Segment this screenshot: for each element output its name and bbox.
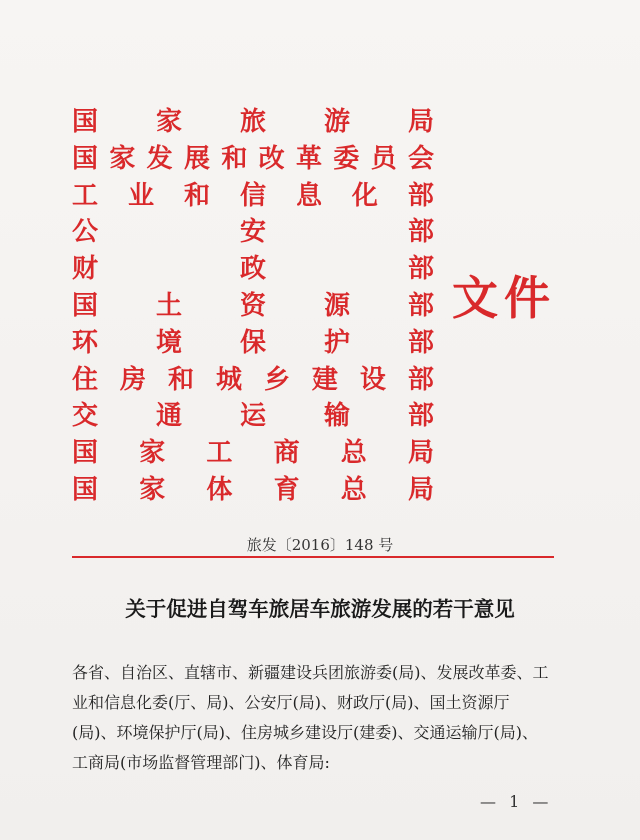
issuer-row-public-security [72,214,434,251]
body-line: 业和信息化委(厅、局)、公安厅(局)、财政厅(局)、国土资源厅 [72,693,510,712]
red-divider [72,556,554,558]
issuer-char: 运 [239,401,266,432]
issuer-char: 部 [407,290,434,321]
issuer-char: 保 [239,327,266,358]
body-line: 工商局(市场监督管理部门)、体育局: [72,753,330,772]
issuer-char: 建 [311,364,338,395]
issuer-char: 局 [407,107,434,137]
issuer-char: 国 [72,143,99,174]
issuer-char: 家 [139,438,166,469]
issuer-char: 局 [407,474,434,505]
issuer-row-land-resources [72,288,434,325]
issuer-char: 房 [119,364,146,395]
issuer-char: 环 [72,327,99,358]
issuer-char: 部 [407,327,434,358]
issuer-char: 住 [72,364,99,395]
issuer-char: 财 [72,254,99,285]
issuer-row-miit [72,178,434,215]
issuer-char: 家 [139,474,166,505]
body-line: 各省、自治区、直辖市、新疆建设兵团旅游委(局)、发展改革委、工 [72,663,549,682]
issuer-row-ndrc [72,141,434,178]
issuer-char: 土 [155,290,182,321]
issuer-char: 和 [167,364,194,395]
issuer-char: 部 [407,364,434,395]
issuer-char: 旅 [239,107,266,137]
issuer-char: 境 [155,327,182,358]
issuer-row-transport [72,398,434,435]
issuer-char: 公 [72,217,99,248]
issuer-char: 工 [72,180,99,211]
document-label: 文件 [452,271,556,325]
issuer-char: 和 [183,180,210,211]
issuer-char: 改 [258,143,285,174]
page-number: — 1 — [480,792,553,811]
issuer-char: 体 [206,474,233,505]
issuer-char: 革 [295,143,322,174]
issuer-char: 部 [407,401,434,432]
issuer-char: 交 [72,401,99,432]
issuer-char: 设 [359,364,386,395]
document-title: 关于促进自驾车旅居车旅游发展的若干意见 [125,597,515,621]
issuer-list [72,104,434,509]
issuer-char: 部 [407,254,434,285]
issuer-char: 发 [146,143,173,174]
issuer-row-environment [72,325,434,362]
issuer-char: 信 [239,180,266,211]
addressee-paragraph [72,658,572,778]
issuer-char: 化 [351,180,378,211]
issuer-char: 家 [109,143,136,174]
issuer-char: 家 [155,107,182,137]
issuer-char: 城 [215,364,242,395]
issuer-char: 会 [407,143,434,174]
issuer-char: 息 [295,180,322,211]
issuer-char: 输 [323,401,350,432]
issuer-char: 国 [72,438,99,469]
issuer-char: 部 [407,217,434,248]
issuer-char: 部 [407,180,434,211]
issuer-row-sport [72,472,434,509]
issuer-char: 总 [340,474,367,505]
issuer-row-tourism [72,104,434,141]
issuer-char: 乡 [263,364,290,395]
issuer-char: 资 [239,290,266,321]
issuer-char: 安 [239,217,266,248]
issuer-char: 展 [183,143,210,174]
issuer-char: 育 [273,474,300,505]
issuer-char: 业 [127,180,154,211]
issuer-row-housing [72,362,434,399]
issuer-char: 护 [323,327,350,358]
document-number: 旅发〔2016〕148 号 [246,536,394,554]
issuer-char: 委 [333,143,360,174]
issuer-char: 和 [221,143,248,174]
issuer-row-industry-commerce [72,435,434,472]
issuer-char: 政 [239,254,266,285]
body-line: (局)、环境保护厅(局)、住房城乡建设厅(建委)、交通运输厅(局)、 [72,723,538,742]
issuer-char: 通 [155,401,182,432]
issuer-char: 国 [72,290,99,321]
issuer-char: 工 [206,438,233,469]
issuer-char: 总 [340,438,367,469]
issuer-char: 国 [72,107,99,137]
issuer-char: 局 [407,438,434,469]
issuer-char: 源 [323,290,350,321]
issuer-row-finance [72,251,434,288]
issuer-char: 员 [370,143,397,174]
issuer-char: 游 [323,107,350,137]
issuer-char: 国 [72,474,99,505]
issuer-char: 商 [273,438,300,469]
